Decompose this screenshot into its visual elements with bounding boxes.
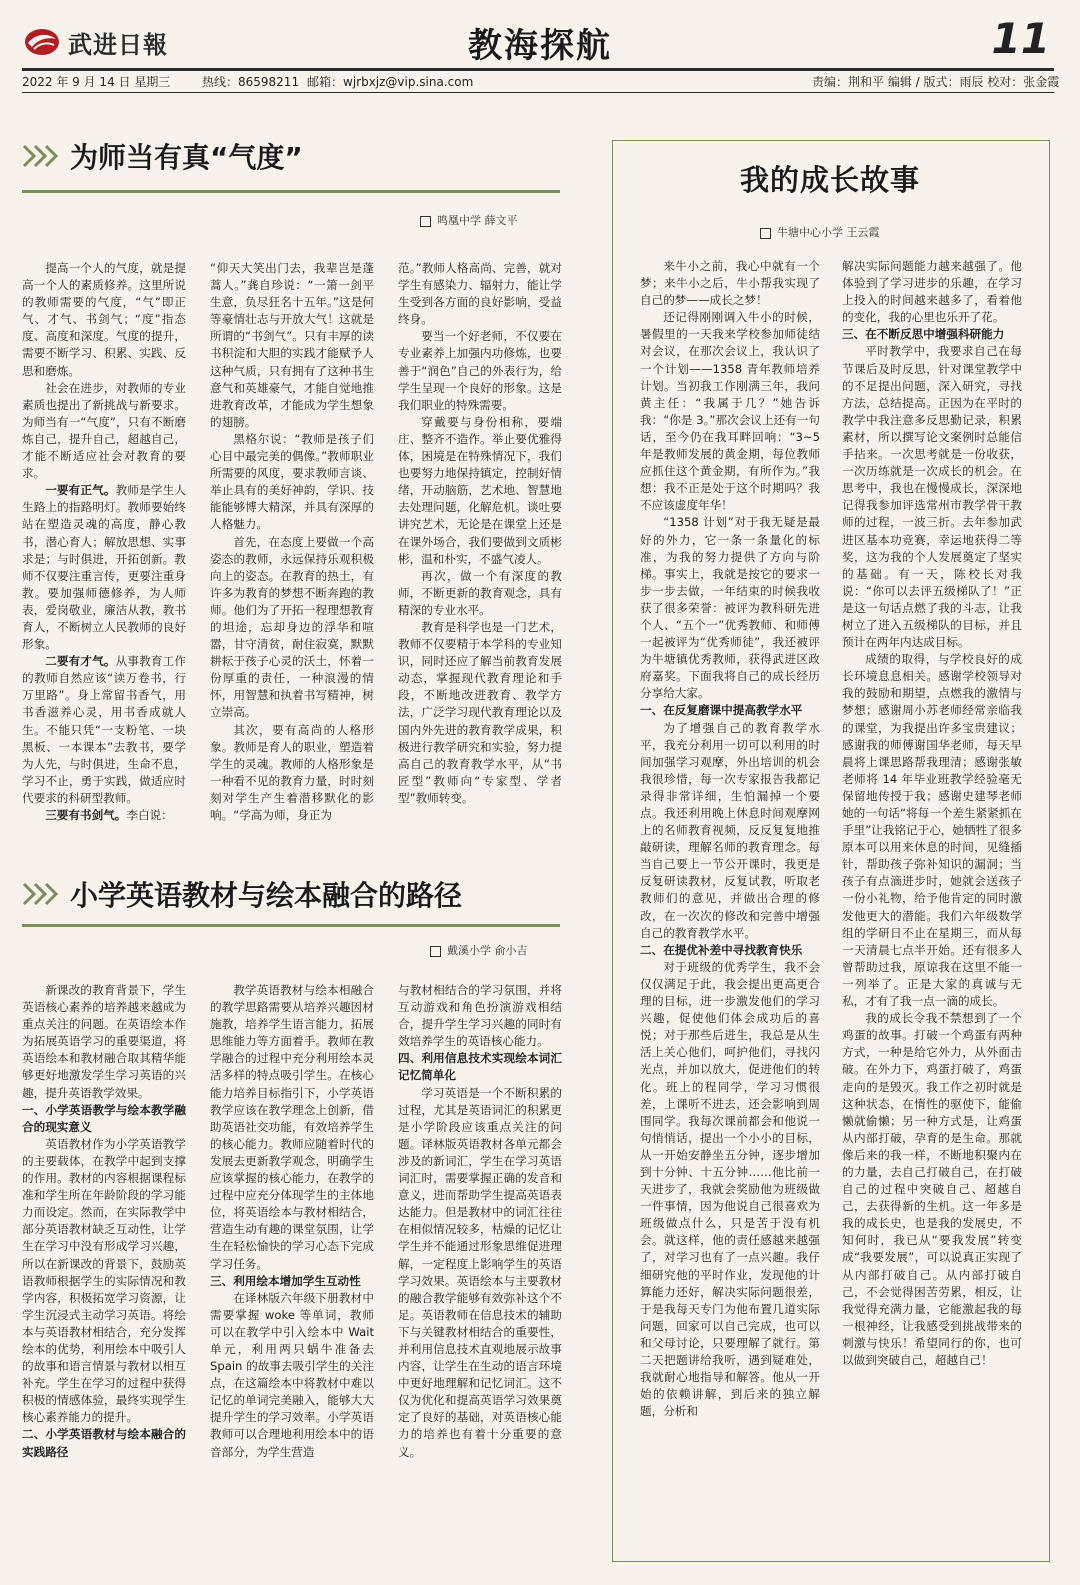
subheading [210,1273,374,1290]
article1-column-2 [210,260,374,845]
logo-text: 武进日報 [68,29,168,59]
paragraph [842,651,1022,1010]
paragraph-text: 再次，做一个有深度的教师，不断更新的教育观念，具有精深的专业水平。 [398,568,562,617]
section-title: 教海探航 [468,26,612,66]
paragraph-text: 新课改的教育背景下，学生英语核心素养的培养越来越成为重点关注的问题。在英语绘本作为拓展英语学习的重要渠道，将英语绘本和教材融合取其精华能够更好地激发学生学习英语的兴趣，提升英语教学效果。 [22,983,186,1100]
paragraph [398,982,562,1050]
paragraph [842,1010,1022,1369]
byline-box-icon [430,946,441,957]
article1-author: 鸣凰中学 薛文平 [437,214,518,227]
masthead-info-bar [22,73,1060,91]
article3-column-1 [640,258,820,1540]
paragraph-text: 在译林版六年级下册教材中需要掌握 woke 等单词，教师可以在教学中引入绘本中 Wait 单元，利用两只蜗牛准备去 Spain 的故事去吸引学生的关注点，在这篇绘本中将教材中难以记忆的单词完美融入，能够大大提升学生的学习效率。小学英语教师可以合理地利用绘本中的语音部分，为学生营造 [210,1290,374,1459]
byline-box-icon [420,216,431,227]
paragraph-lead: 一要有正气。 [45,483,116,498]
paragraph-text: 教育是科学也是一门艺术，教师不仅要精于本学科的专业知识，同时还应了解当前教育发展动态，掌握现代教育理论和手段，不断地改进教育、教学方法，广泛学习现代教育理论以及国内外先进的教育教学成果，积极进行教学研究和实验，努力提高自己的教育教学水平，从“书匠型”教师向“专家型、学者型”教师转变。 [398,619,562,805]
paragraph-text: 还记得刚刚调入牛小的时候，暑假里的一天我来学校参加师徒结对会议，在那次会议上，我认识了一个计划——1358 青年教师培养计划。当初我工作刚满三年，我问黄主任：“我属于几？”她告诉我：“你是 3。”那次会议上还有一句话，至今仍在我耳畔回响：“3~5 年是教师发展的黄金期，每位教师应抓住这个黄金期，有所作为。”我想：我不正是处于这个时期吗？我不应该虚度年华！ [640,310,820,513]
paragraph [842,258,1022,326]
paragraph [398,260,562,328]
paragraph-text: 解决实际问题能力越来越强了。他体验到了学习进步的乐趣，在学习上投入的时间越来越多了，看着他的变化，我的心里也乐开了花。 [842,259,1022,325]
paragraph-text: 二、小学英语教材与绘本融合的实践路径 [22,1427,186,1459]
article2-column-3 [398,982,562,1544]
subheading [22,1426,186,1460]
masthead-rule-thin [22,92,1054,93]
paragraph-text: 社会在进步，对教师的专业素质也提出了新挑战与新要求。为师当有一“气度”，只有不断磨炼自己，提升自己，超越自己，才能不断适应社会对教育的要求。 [22,380,186,481]
article3-column-2 [842,258,1022,1540]
paragraph [398,328,562,413]
paragraph [210,982,374,1273]
email: 邮箱：wjrbxjz@vip.sina.com [307,75,474,89]
paragraph-text: 与教材相结合的学习氛围，并将互动游戏和角色扮演游戏相结合，提升学生学习兴趣的同时有效培养学生的英语核心能力。 [398,983,562,1049]
paragraph-text: 对于班级的优秀学生，我不会仅仅满足于此，我会提出更高更合理的目标，进一步激发他们的学习兴趣，促使他们体会成功后的喜悦；对于那些后进生，我总是从生活上关心他们，呵护他们，寻找闪光点，并加以放大，促进他们的转化。班上的程同学，学习习惯很差，上课听不进去，还会影响到周围同学。我每次课前都会和他说一句悄悄话，提出一个小小的目标，从一开始安静坐五分钟，逐步增加到十分钟、十五分钟……他比前一天进步了，我就会奖励他为班级做一件事情，因为他说自己很喜欢为班级做点什么，只是苦于没有机会。就这样，他的责任感越来越强了，对学习也有了一点兴趣。我仔细研究他的平时作业，发现他的计算能力还好，解决实际问题很差，于是我每天专门为他布置几道实际问题，回家可以自己完成，也可以和父母讨论，只要理解了就行。第二天把题讲给我听，遇到疑难处，我就耐心地指导和解答。他从一开始的依赖讲解，到后来的独立解题，分析和 [640,959,820,1419]
article2-title-text: 小学英语教材与绘本融合的路径 [70,879,463,912]
paragraph-text: 要当一个好老师，不仅要在专业素养上加强内功修炼，也要善于“润色”自己的外表行为，给学生呈现一个良好的形象。这是我们职业的特殊需要。 [398,329,562,412]
paragraph-text: 平时教学中，我要求自己在每节课后及时反思，针对课堂教学中的不足提出问题，深入研究，寻找方法，总结提高。正因为在平时的教学中我注意多反思勤记录，积累素材，所以撰写论文案例时总能信手拈来。一次思考就是一份收获，一次历练就是一次成长的机会。在思考中，我也在慢慢成长，深深地记得我参加评选常州市教学骨干教师的过程，一波三折。去年参加武进区基本功竞赛，幸运地获得二等奖，这为我的个人发展奠定了坚实的基础。有一天，陈校长对我说：“你可以去评五级梯队了！”正是这一句话点燃了我的斗志，让我树立了进入五级梯队的目标，并且预计在两年内达成目标。 [842,344,1022,650]
masthead-rule [22,68,1054,71]
paragraph [640,514,820,702]
paragraph [398,414,562,568]
paragraph-text: 三、利用绘本增加学生互动性 [210,1273,361,1288]
subheading [22,1102,186,1136]
issue-date: 2022 年 9 月 14 日 星期三 [22,75,171,89]
article3-title: 我的成长故事 [739,163,920,197]
article1-column-1 [22,260,186,845]
paragraph [640,309,820,514]
paragraph-text: 教师是学生人生路上的指路明灯。教师要始终站在塑造灵魂的高度，静心教书，潜心育人；解放思想、实事求是；与时俱进，开拓创新。教师不仅要注重言传，更要注重身教。要加强师德修养，为人师表，爱岗敬业，廉洁从教，教书育人，不断树立人民教师的良好形象。 [22,483,186,652]
paragraph-text: 四、利用信息技术实现绘本词汇记忆简单化 [398,1051,562,1083]
hotline: 热线：86598211 [202,75,300,89]
paragraph [210,722,374,825]
paragraph [22,1136,186,1427]
paragraph-text: 三、在不断反思中增强科研能力 [842,327,1005,342]
paragraph-text: 我的成长令我不禁想到了一个鸡蛋的故事。打破一个鸡蛋有两种方式，一种是给它外力，从外面击破。在外力下，鸡蛋打破了，鸡蛋走向的是毁灭。我工作之初时就是这种状态，在惰性的驱使下，能偷懒就偷懒；另一种方式是，让鸡蛋从内部打破，孕育的是生命。那就像后来的我一样，不断地积聚内在的力量，去自己打破自己，在打破自己的过程中突破自己、超越自己，去获得新的生机。这一年多是我的成长史，也是我的发展史，不知何时，我已从“要我发展”转变成“我要发展”，可以说真正实现了从内部打破自己。从内部打破自己，不会觉得困苦劳累，相反，让我觉得充满力量，它能激起我的每一根神经，让我感受到挑战带来的刺激与快乐！希望同行的你，也可以做到突破自己，超越自己！ [842,1011,1022,1367]
subheading [398,1050,562,1084]
paragraph [22,982,186,1102]
article2-author: 戴溪小学 俞小吉 [447,944,528,957]
article2-title-rule [22,924,560,927]
paragraph-text: 一、在反复磨课中提高教学水平 [640,703,803,718]
byline-box-icon [760,228,771,239]
paragraph-text: 为了增强自己的教育教学水平，我充分利用一切可以利用的时间加强学习观摩，外出培训的机会我很珍惜，每一次专家报告我都记录得非常详细，生怕漏掉一个要点。我还利用晚上休息时间观摩网上的名师教育视频，反反复复地推敲研读，理解名师的教育理念。每当自己要上一节公开课时，我更是反复研读教材，反复试教，听取老教师们的意见，并做出合理的修改，在一次次的修改和完善中增强自己的教育教学水平。 [640,720,820,940]
article2-column-2 [210,982,374,1544]
paragraph [842,343,1022,651]
subheading [640,702,820,719]
paragraph-text: 提高一个人的气度，就是提高一个人的素质修养。这里所说的教师需要的气度，“气”即正气、才气、书剑气；“度”指态度、高度和深度。气度的提升，需要不断学习、积累、实践、反思和磨炼。 [22,261,186,378]
paragraph-text: 其次，要有高尚的人格形象。教师是育人的职业，塑造着学生的灵魂。教师的人格形象是一种看不见的教育力量，时时刻刻对学生产生着潜移默化的影响。“学高为师，身正为 [210,722,374,822]
article3-byline [760,224,880,240]
paragraph [210,534,374,722]
paragraph [210,1290,374,1461]
article2-title [22,874,462,914]
paragraph-text: 一、小学英语教学与绘本教学融合的现实意义 [22,1102,186,1134]
paragraph-text: 黑格尔说：“教师是孩子们心目中最完美的偶像。”教师职业所需要的风度，要求教师言谈、举止具有的美好神韵，学识、技能能够博大精深，并具有深厚的人格魅力。 [210,431,374,532]
paragraph-text: 成绩的取得，与学校良好的成长环境息息相关。感谢学校领导对我的鼓励和期望，点燃我的激情与梦想；感谢周小苏老师经常亲临我的课堂，为我提出许多宝贵建议；感谢我的师傅谢国华老师，每天早晨将上课思路帮我理清；感谢张敏老师将 14 年毕业班教学经验毫无保留地传授于我；感谢史建琴老师她的一句话“将每一个差生紧紧抓在手里”让我铭记于心，她牺牲了很多原本可以用来休息的时间，见缝插针，帮助孩子弥补知识的漏洞；当孩子有点滴进步时，她就会送孩子一份小礼物，给予他肯定的同时激发他更大的潜能。我们六年级数学组的学研日不止在星期三，而从每一天清晨七点半开始。还有很多人曾帮助过我，原谅我在这里不能一一列举了。正是大家的真诚与无私，才有了我一点一滴的成长。 [842,652,1022,1009]
paragraph-text: 李白说： [126,808,173,822]
paragraph [22,260,186,380]
editors: 责编：荆和平 编辑 / 版式：雨辰 校对：张金霞 [812,75,1060,89]
paragraph [640,959,820,1421]
article1-title-rule [22,190,560,193]
article1-column-3 [398,260,562,845]
paragraph-text: 范。”教师人格高尚、完善，就对学生有感染力、辐射力，能让学生受到各方面的良好影响，受益终身。 [398,261,562,327]
paragraph [398,568,562,619]
paragraph-text: 穿戴要与身份相称，要端庄、整齐不造作。举止要优雅得体，困境是在特殊情况下，我们也要努力地保持镇定，控制好情绪，开动脑筋，艺术地、智慧地去处理问题，化解危机。谈吐要讲究艺术，无论是在课堂上还是在课外场合，我们要做到文质彬彬，温和朴实，不盛气凌人。 [398,414,562,566]
chevron-arrow-icon [22,880,62,908]
newspaper-logo [22,22,172,62]
paragraph-text: 英语教材作为小学英语教学的主要载体，在教学中起到支撑的作用。教材的内容根据课程标准和学生所在年龄阶段的学习能力而设定。然而，在实际教学中部分英语教材缺乏互动性，让学生在学习中没有形成学习兴趣，所以在新课改的背景下，鼓励英语教师根据学生的实际情况和教学内容，积极拓宽学习资源，让学生沉浸式主动学习英语。将绘本与英语教材相结合，充分发挥绘本的优势，利用绘本中吸引人的故事和语言情景与教材以相互补充。学生在学习的过程中获得积极的情感体验，最终实现学生核心素养能力的提升。 [22,1136,186,1425]
article1-byline [420,212,518,228]
paragraph-text: 教学英语教材与绘本相融合的教学思路需要从培养兴趣因材施教，培养学生语言能力，拓展思维能力等方面着手。教师在教学融合的过程中充分利用绘本灵活多样的特点吸引学生。在核心能力培养目标指引下，小学英语教学应该在教学理念上创新，借助英语社交功能，有效培养学生的核心能力。教师应随着时代的发展去更新教学观念，明确学生应该掌握的核心能力，在教学的过程中应充分体现学生的主体地位，将英语绘本与教材相结合，营造生动有趣的课堂氛围，让学生在轻松愉快的学习心态下完成学习任务。 [210,983,374,1271]
paragraph-text: 首先，在态度上要做一个高姿态的教师，永远保持乐观积极向上的姿态。在教育的热土，有许多为教育的梦想不断奔跑的教师。他们为了开拓一程理想教育的坦途，忘却身边的浮华和喧嚣，甘守清贫，耐住寂寞，默默耕耘于孩子心灵的沃土，怀着一份厚重的责任，一种浪漫的情怀，用智慧和执着书写精神，树立崇高。 [210,534,374,720]
paragraph [22,653,186,807]
subheading [640,942,820,959]
article2-byline [430,942,528,958]
page-number: 11 [991,14,1050,63]
paragraph [210,260,374,431]
paragraph-text: “仰天大笑出门去，我辈岂是蓬蒿人。”龚自珍说：“一箫一剑平生意，负尽狂名十五年。”这是何等豪情壮志与开放大气！这就是所谓的“书剑气”。只有丰厚的读书积淀和大胆的实践才能赋予人这种气质，只有拥有了这种书生意气和英雄豪气，才能自觉地推进教育改革，才能成为学生想象的翅膀。 [210,261,374,429]
paragraph-text: 从事教育工作的教师自然应该“读万卷书，行万里路”。身上常留书香气，用书香滋养心灵，用书香成就人生。不能只凭“一支粉笔、一块黑板、一本课本”去教书，要学为人先，与时俱进，生命不息，学习不止，勇于实践，做适应时代要求的科研型教师。 [22,654,186,805]
chevron-arrow-icon [22,142,62,170]
paragraph-text: 二、在提优补差中寻找教育快乐 [640,942,803,957]
paragraph-text: 学习英语是一个不断积累的过程，尤其是英语词汇的积累更是小学阶段应该重点关注的问题。译林版英语教材各单元都会涉及的新词汇，学生在学习英语词汇时，需要掌握正确的发音和意义，进而帮助学生提高英语表达能力。但是教材中的词汇往往在相似情况较多，枯燥的记忆让学生并不能通过形象思维促进理解，一定程度上影响学生的英语学习效果。英语绘本与主要教材的融合教学能够有效弥补这个不足。英语教师在信息技术的辅助下与关键教材相结合的重要性，并利用信息技术直观地展示故事内容，让学生在生动的语言环境中更好地理解和记忆词汇。这不仅为优化和提高英语学习效果奠定了良好的基础，对英语核心能力的培养也有着十分重要的意义。 [398,1085,562,1459]
paragraph [22,380,186,483]
paragraph-lead: 二要有才气。 [45,654,116,669]
paragraph [22,482,186,653]
paragraph-lead: 三要有书剑气。 [45,808,127,822]
paragraph-text: “1358 计划”对于我无疑是最好的外力，它一条一条量化的标准，为我的努力提供了方向与阶梯。事实上，我就是按它的要求一步一步去做，一年结束的时候我收获了很多荣誉：被评为教科研先进个人、“五个一”优秀教师、和师傅一起被评为“优秀师徒”，我还被评为牛塘镇优秀教师，获得武进区政府嘉奖。下面我将自己的成长经历分享给大家。 [640,515,820,701]
article1-title-text: 为师当有真“气度” [70,141,303,174]
paragraph [210,431,374,534]
paragraph [398,1085,562,1461]
article2-column-1 [22,982,186,1544]
paragraph [640,720,820,942]
paragraph [398,619,562,807]
paragraph [22,807,186,824]
article3-author: 牛塘中心小学 王云霞 [777,226,880,239]
paragraph [640,258,820,309]
paragraph-text: 来牛小之前，我心中就有一个梦；来牛小之后，牛小帮我实现了自己的梦——成长之梦！ [640,259,820,308]
subheading [842,326,1022,343]
logo-emblem-icon [22,25,62,59]
article1-title [22,136,303,176]
